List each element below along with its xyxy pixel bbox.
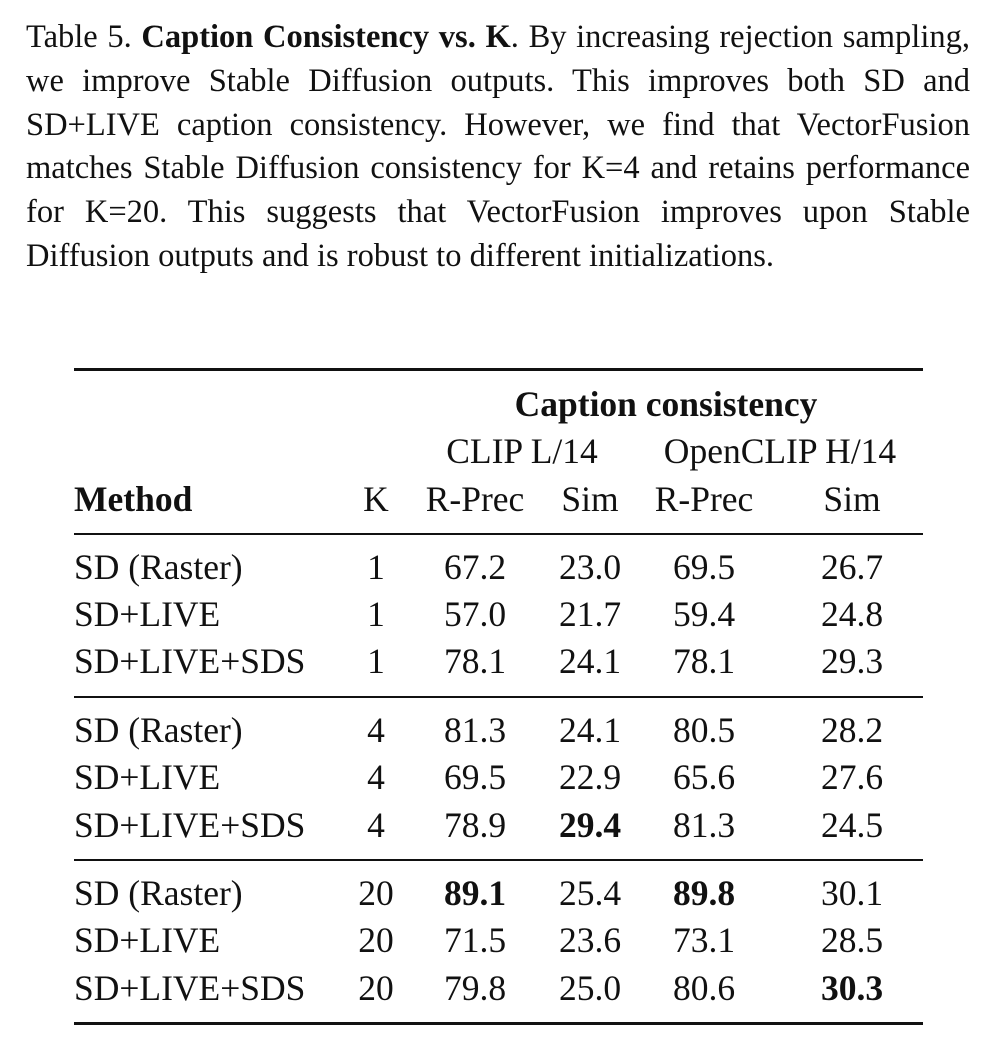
- caption-text: . By increasing rejection sampling, we improve Stable Diffusion outputs. This improves both SD and SD+LIVE caption consistency. However, we find that VectorFusion matches Stable Diffusion consistency for K=4 and retains performance for K=20. This suggests that VectorFusion improves upon Stable Diffusion outputs and is robust to different initializations.: [26, 19, 970, 274]
- row-method: SD+LIVE: [74, 757, 221, 797]
- row-clip-rprec: 79.8: [443, 968, 507, 1008]
- row-clip-sim: 23.0: [558, 547, 622, 587]
- row-open-rprec: 73.1: [672, 920, 736, 960]
- bottom-rule: [74, 1022, 923, 1025]
- row-open-rprec: 69.5: [672, 547, 736, 587]
- row-method: SD+LIVE+SDS: [74, 641, 306, 681]
- column-header-clip-rprec: R-Prec: [425, 479, 525, 519]
- row-open-sim: 24.8: [820, 594, 884, 634]
- row-open-sim: 30.1: [820, 873, 884, 913]
- row-method: SD+LIVE+SDS: [74, 968, 306, 1008]
- group-header: Caption consistency: [514, 384, 818, 424]
- row-clip-rprec: 67.2: [443, 547, 507, 587]
- row-open-rprec: 78.1: [672, 641, 736, 681]
- row-open-sim: 28.2: [820, 710, 884, 750]
- row-method: SD+LIVE+SDS: [74, 805, 306, 845]
- row-k: 20: [358, 873, 394, 913]
- row-k: 4: [367, 710, 385, 750]
- column-header-open-sim: Sim: [823, 479, 881, 519]
- caption-title: Caption Consistency vs. K: [141, 19, 511, 55]
- row-open-sim: 28.5: [820, 920, 884, 960]
- row-k: 4: [367, 757, 385, 797]
- row-k: 4: [367, 805, 385, 845]
- row-clip-sim: 24.1: [558, 641, 622, 681]
- row-method: SD+LIVE: [74, 920, 221, 960]
- row-clip-rprec-best: 89.1: [443, 873, 507, 913]
- row-clip-sim-best: 29.4: [558, 805, 622, 845]
- row-method: SD+LIVE: [74, 594, 221, 634]
- row-clip-sim: 21.7: [558, 594, 622, 634]
- row-clip-sim: 25.0: [558, 968, 622, 1008]
- row-open-rprec: 80.6: [672, 968, 736, 1008]
- caption-label: Table 5.: [26, 19, 132, 55]
- group-rule: [74, 696, 923, 698]
- row-method: SD (Raster): [74, 547, 243, 587]
- row-open-sim: 24.5: [820, 805, 884, 845]
- row-open-sim: 27.6: [820, 757, 884, 797]
- row-k: 20: [358, 920, 394, 960]
- row-clip-sim: 23.6: [558, 920, 622, 960]
- column-header-method: Method: [74, 479, 193, 519]
- row-k: 20: [358, 968, 394, 1008]
- row-clip-rprec: 78.1: [443, 641, 507, 681]
- model-header-openclip: OpenCLIP H/14: [663, 431, 897, 471]
- row-open-rprec: 81.3: [672, 805, 736, 845]
- row-open-sim: 29.3: [820, 641, 884, 681]
- column-header-k: K: [363, 479, 389, 519]
- row-k: 1: [367, 547, 385, 587]
- row-clip-sim: 22.9: [558, 757, 622, 797]
- row-open-rprec: 65.6: [672, 757, 736, 797]
- row-k: 1: [367, 594, 385, 634]
- row-k: 1: [367, 641, 385, 681]
- group-rule: [74, 859, 923, 861]
- row-open-sim: 26.7: [820, 547, 884, 587]
- row-method: SD (Raster): [74, 873, 243, 913]
- row-open-sim-best: 30.3: [820, 968, 884, 1008]
- row-clip-rprec: 81.3: [443, 710, 507, 750]
- row-clip-rprec: 78.9: [443, 805, 507, 845]
- row-open-rprec: 80.5: [672, 710, 736, 750]
- column-header-clip-sim: Sim: [561, 479, 619, 519]
- model-header-clip: CLIP L/14: [446, 431, 598, 471]
- row-clip-sim: 25.4: [558, 873, 622, 913]
- row-clip-rprec: 57.0: [443, 594, 507, 634]
- column-header-open-rprec: R-Prec: [654, 479, 754, 519]
- table-caption: [26, 16, 970, 279]
- top-rule: [74, 368, 923, 371]
- row-open-rprec: 59.4: [672, 594, 736, 634]
- row-clip-sim: 24.1: [558, 710, 622, 750]
- row-clip-rprec: 71.5: [443, 920, 507, 960]
- row-open-rprec-best: 89.8: [672, 873, 736, 913]
- results-table: [74, 368, 923, 1028]
- header-rule: [74, 533, 923, 535]
- row-method: SD (Raster): [74, 710, 243, 750]
- row-clip-rprec: 69.5: [443, 757, 507, 797]
